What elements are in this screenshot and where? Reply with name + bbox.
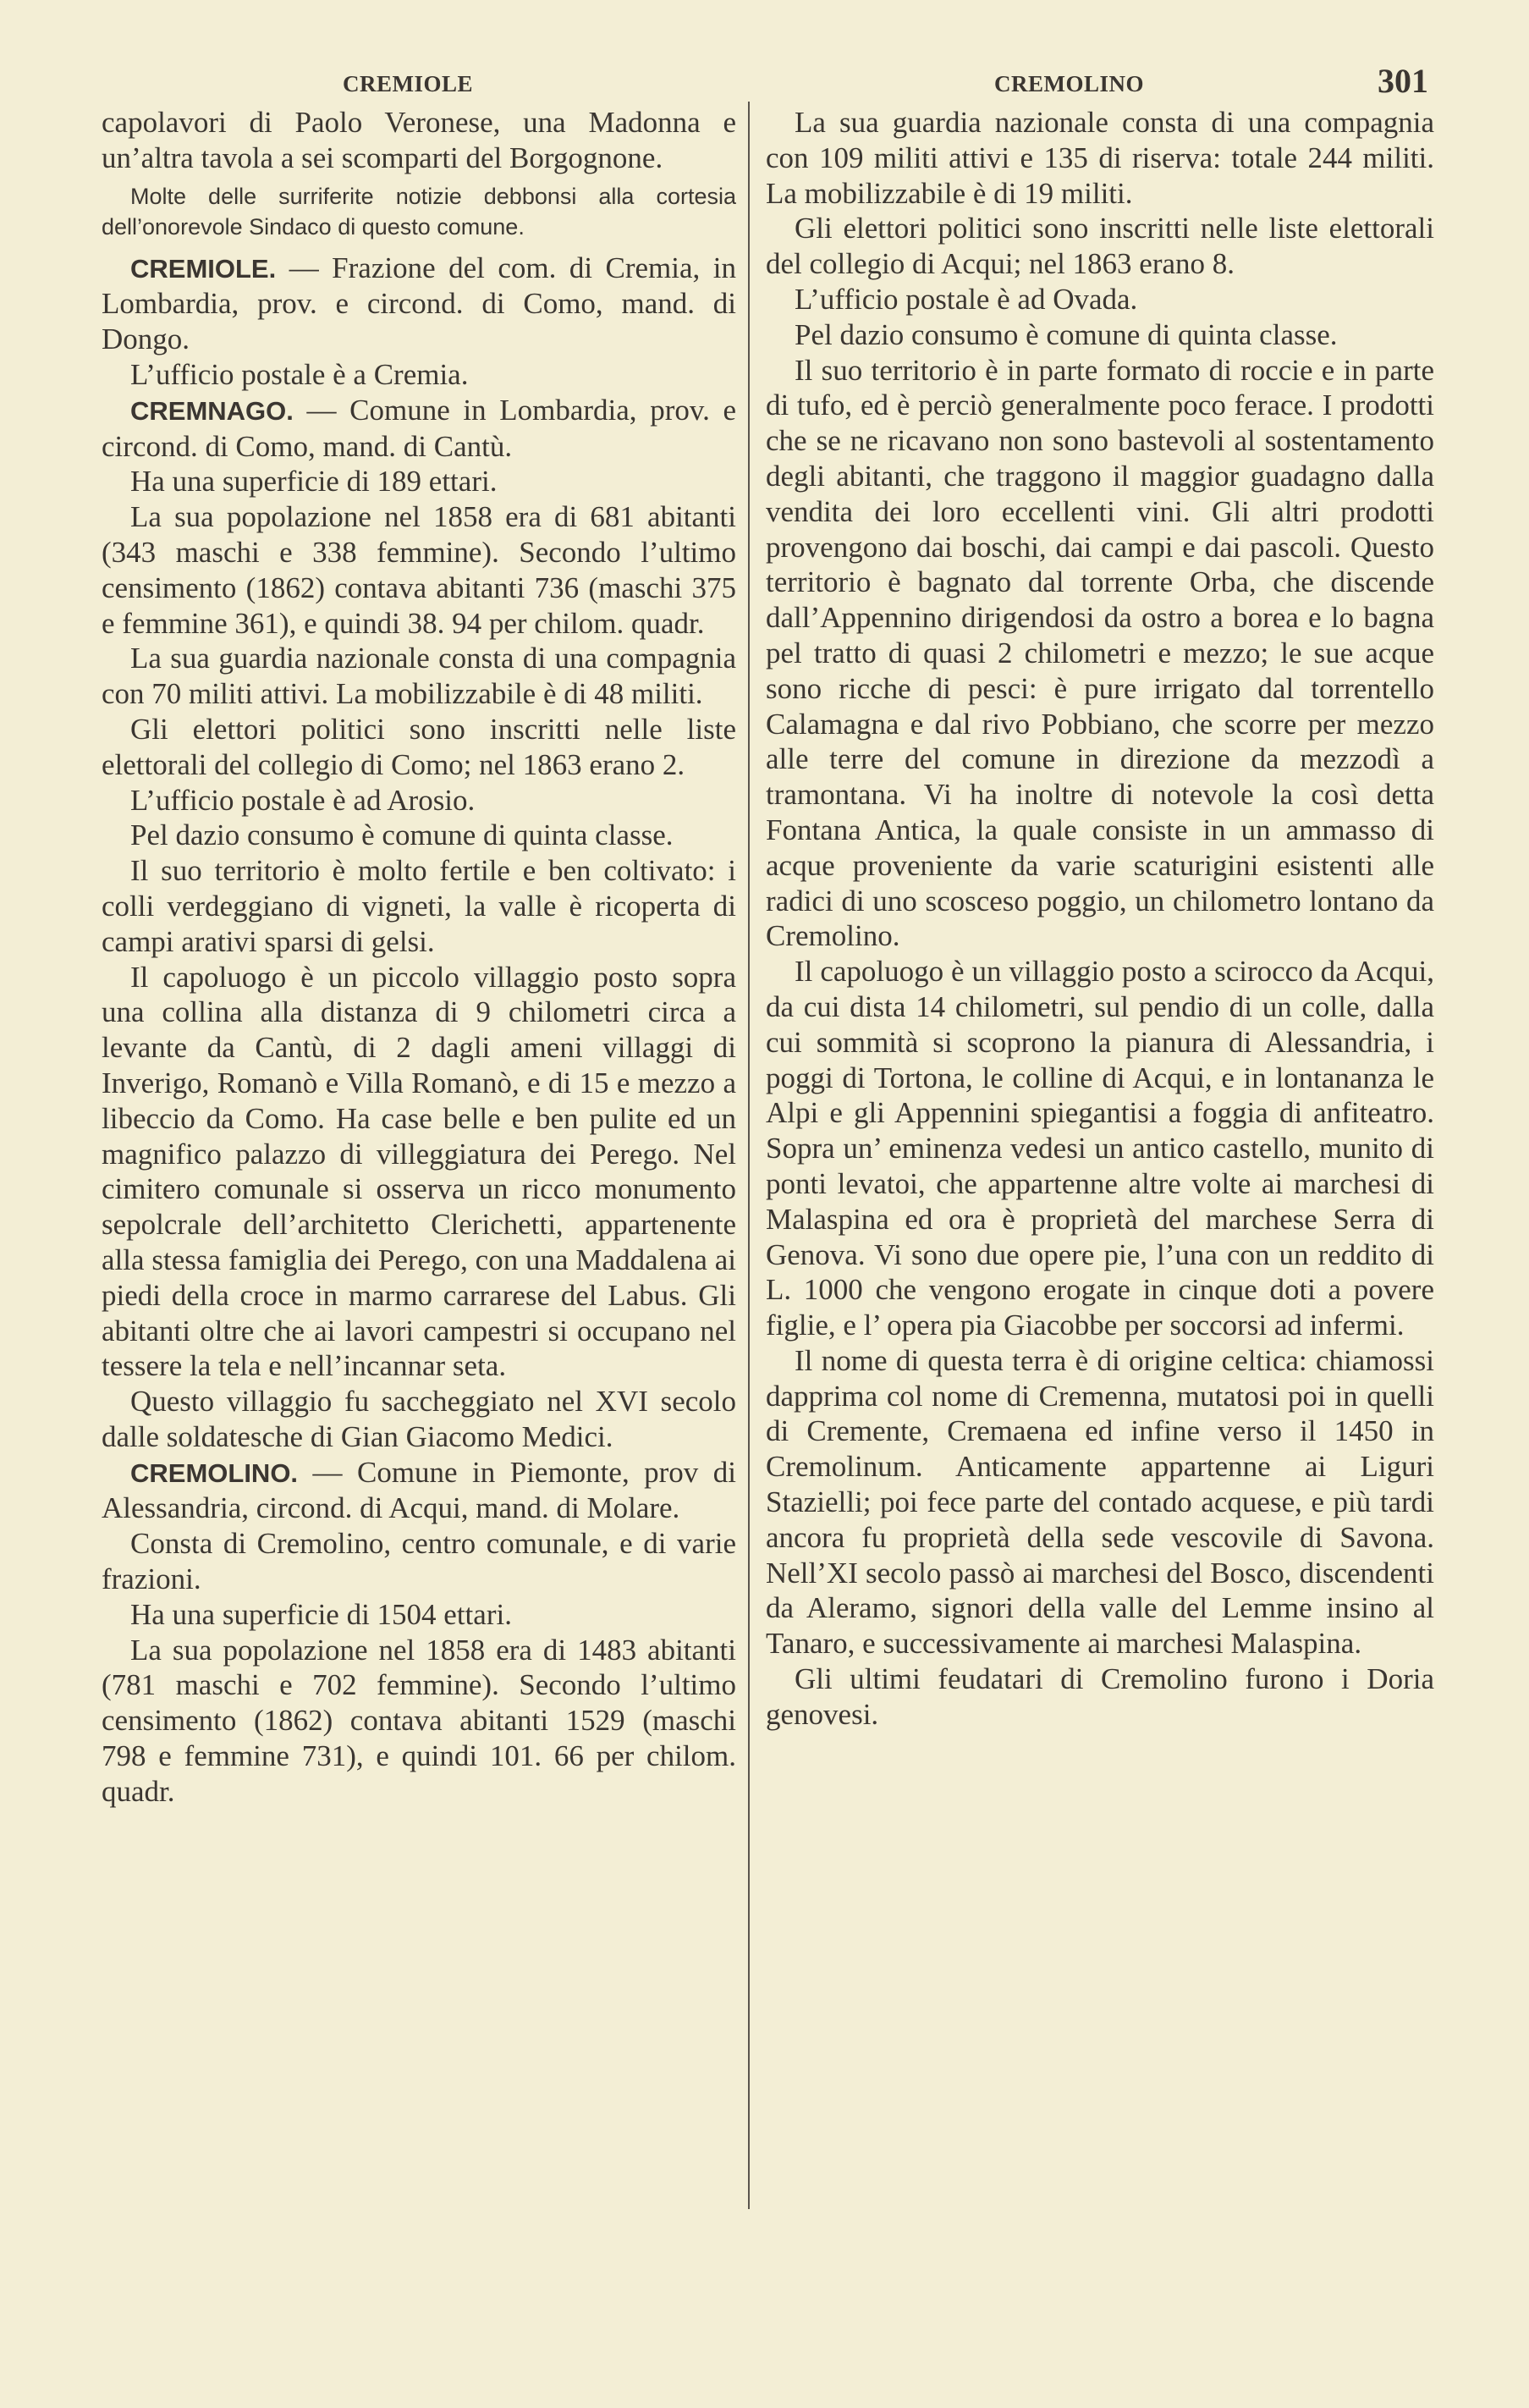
paragraph (102, 357, 736, 393)
paragraph-text: Il capoluogo è un piccolo villaggio posto sopra una collina alla distanza di 9 chilometri circa a levante da Cantù, di 2 dagli ameni villaggi di Inverigo, Romanò e Villa Romanò, e di 15 e mezzo a libeccio da Como. Ha case belle e ben pulite ed un magnifico palazzo di villeggiatura dei Perego. Nel cimitero comunale si osserva un ricco monumento sepolcrale dell’architetto Clerichetti, appartenente alla stessa famiglia dei Perego, con una Maddalena ai piedi della croce in marmo carrarese del Labus. Gli abitanti oltre che ai lavori campestri si occupano nel tessere la tela e nell’incannar seta. (102, 960, 736, 1383)
gazetteer-entry (102, 1455, 736, 1527)
paragraph (766, 1343, 1434, 1661)
paragraph-text: L’ufficio postale è ad Ovada. (795, 282, 1138, 316)
paragraph (766, 211, 1434, 282)
paragraph-text: Consta di Cremolino, centro comunale, e di varie frazioni. (102, 1527, 736, 1596)
paragraph-text: Il suo territorio è in parte formato di roccie e in parte di tufo, ed è perciò generalmente poco ferace. I prodotti che se ne ricavano non sono bastevoli al sostentamento degli abitanti, che traggono il maggior guadagno dalla vendita dei loro eccellenti vini. Gli altri prodotti provengono dai boschi, dai campi e dai pascoli. Questo territorio è bagnato dal torrente Orba, che discende dall’Appennino dirigendosi da ostro a borea e lo bagna pel tratto di quasi 2 chilometri e mezzo; le sue acque sono ricche di pesci: è pure irrigato dal torrentello Calamagna e dal rivo Pobbiano, che scorre per mezzo alle terre del comune in direzione da mezzodì a tramontana. Vi ha inoltre di notevole la così detta Fontana Antica, la quale consiste in un ammasso di acque proveniente da varie scaturigini esistenti alle radici di uno scosceso poggio, un chilometro lontano da Cremolino. (766, 353, 1434, 953)
paragraph-text: Gli elettori politici sono inscritti nelle liste elettorali del collegio di Como; nel 1863 erano 2. (102, 712, 736, 781)
paragraph-text: capolavori di Paolo Veronese, una Madonna e un’altra tavola a sei scomparti del Borgognone. (102, 106, 736, 174)
paragraph (102, 641, 736, 712)
paragraph-text: La sua popolazione nel 1858 era di 681 abitanti (343 maschi e 338 femmine). Secondo l’ultimo censimento (1862) contava abitanti 736 (maschi 375 e femmine 361), e quindi 38. 94 per chilom. quadr. (102, 500, 736, 640)
paragraph (102, 960, 736, 1385)
running-title-left: CREMIOLE (343, 71, 474, 96)
entry-headword: CREMIOLE. (130, 253, 277, 284)
paragraph (102, 105, 736, 176)
paragraph (766, 353, 1434, 955)
paragraph (102, 499, 736, 641)
paragraph-text: Pel dazio consumo è comune di quinta classe. (130, 818, 674, 852)
paragraph (102, 783, 736, 818)
paragraph (102, 464, 736, 499)
paragraph-text: — Comune in Lombardia, prov. e circond. di Como, mand. di Cantù. (102, 393, 736, 463)
paragraph-text: Molte delle surriferite notizie debbonsi alla cortesia dell’onorevole Sindaco di questo comune. (102, 183, 736, 240)
paragraph-text: Il suo territorio è molto fertile e ben coltivato: i colli verdeggiano di vigneti, la valle è ricoperta di campi arativi sparsi di gelsi. (102, 854, 736, 958)
paragraph-text: Ha una superficie di 189 ettari. (130, 465, 498, 499)
paragraph (102, 712, 736, 783)
left-column (102, 105, 736, 1810)
page-number: 301 (1378, 62, 1428, 100)
gazetteer-entry (102, 393, 736, 465)
paragraph (766, 1661, 1434, 1733)
paragraph-text: L’ufficio postale è ad Arosio. (130, 783, 476, 817)
paragraph-text: La sua popolazione nel 1858 era di 1483 abitanti (781 maschi e 702 femmine). Secondo l’ultimo censimento (1862) contava abitanti 1529 (maschi 798 e femmine 731), e quindi 101. 66 per chilom. quadr. (102, 1633, 736, 1808)
paragraph (766, 954, 1434, 1343)
gazetteer-entry (102, 251, 736, 357)
paragraph-text: Il nome di questa terra è di origine celtica: chiamossi dapprima col nome di Cremenna, mutatosi poi in quelli di Cremente, Cremaena ed infine verso il 1450 in Cremolinum. Anticamente appartenne ai Liguri Stazielli; poi fece parte del contado acquese, e più tardi ancora fu proprietà della sede vescovile di Savona. Nell’XI secolo passò ai marchesi del Bosco, discendenti da Aleramo, signori della valle del Lemme insino al Tanaro, e successivamente ai marchesi Malaspina. (766, 1343, 1434, 1661)
right-column (766, 105, 1434, 1733)
paragraph (766, 105, 1434, 211)
paragraph (102, 1633, 736, 1810)
paragraph (766, 282, 1434, 317)
entry-headword: CREMOLINO. (130, 1457, 299, 1488)
paragraph (102, 853, 736, 959)
paragraph-text: — Frazione del com. di Cremia, in Lombardia, prov. e circond. di Como, mand. di Dongo. (102, 251, 736, 356)
paragraph-text: Gli elettori politici sono inscritti nelle liste elettorali del collegio di Acqui; nel 1863 erano 8. (766, 212, 1434, 281)
paragraph-text: La sua guardia nazionale consta di una compagnia con 109 militi attivi e 135 di riserva: totale 244 militi. La mobilizzabile è di 19 militi. (766, 106, 1434, 210)
running-title-right: CREMOLINO (994, 71, 1145, 96)
paragraph (766, 317, 1434, 353)
paragraph-text: L’ufficio postale è a Cremia. (130, 357, 469, 391)
paragraph-text: La sua guardia nazionale consta di una compagnia con 70 militi attivi. La mobilizzabile è di 48 militi. (102, 642, 736, 711)
column-divider (748, 102, 750, 2209)
paragraph (102, 1597, 736, 1633)
paragraph-text: Ha una superficie di 1504 ettari. (130, 1597, 512, 1631)
entry-headword: CREMNAGO. (130, 395, 294, 426)
paragraph-text: Gli ultimi feudatari di Cremolino furono i Doria genovesi. (766, 1662, 1434, 1731)
paragraph-text: — Comune in Piemonte, prov di Alessandria, circond. di Acqui, mand. di Molare. (102, 1455, 736, 1525)
paragraph (102, 1384, 736, 1455)
paragraph (102, 818, 736, 853)
paragraph-text: Pel dazio consumo è comune di quinta classe. (795, 317, 1338, 351)
paragraph-text: Il capoluogo è un villaggio posto a scirocco da Acqui, da cui dista 14 chilometri, sul pendio di un colle, dalla cui sommità si scoprono la pianura di Alessandria, i poggi di Tortona, le colline di Acqui, e in lontananza le Alpi e gli Appennini spiegantisi a foggia di anfiteatro. Sopra un’ eminenza vedesi un antico castello, munito di ponti levatoi, che appartenne altre volte ai marchesi di Malaspina ed ora è proprietà del marchese Serra di Genova. Vi sono due opere pie, l’una con un reddito di L. 1000 che vengono erogate in cinque doti a povere figlie, e l’ opera pia Giacobbe per soccorsi ad infermi. (766, 955, 1434, 1342)
paragraph-text: Questo villaggio fu saccheggiato nel XVI secolo dalle soldatesche di Gian Giacomo Medici. (102, 1385, 736, 1453)
footnote-paragraph (102, 181, 736, 242)
paragraph (102, 1526, 736, 1597)
